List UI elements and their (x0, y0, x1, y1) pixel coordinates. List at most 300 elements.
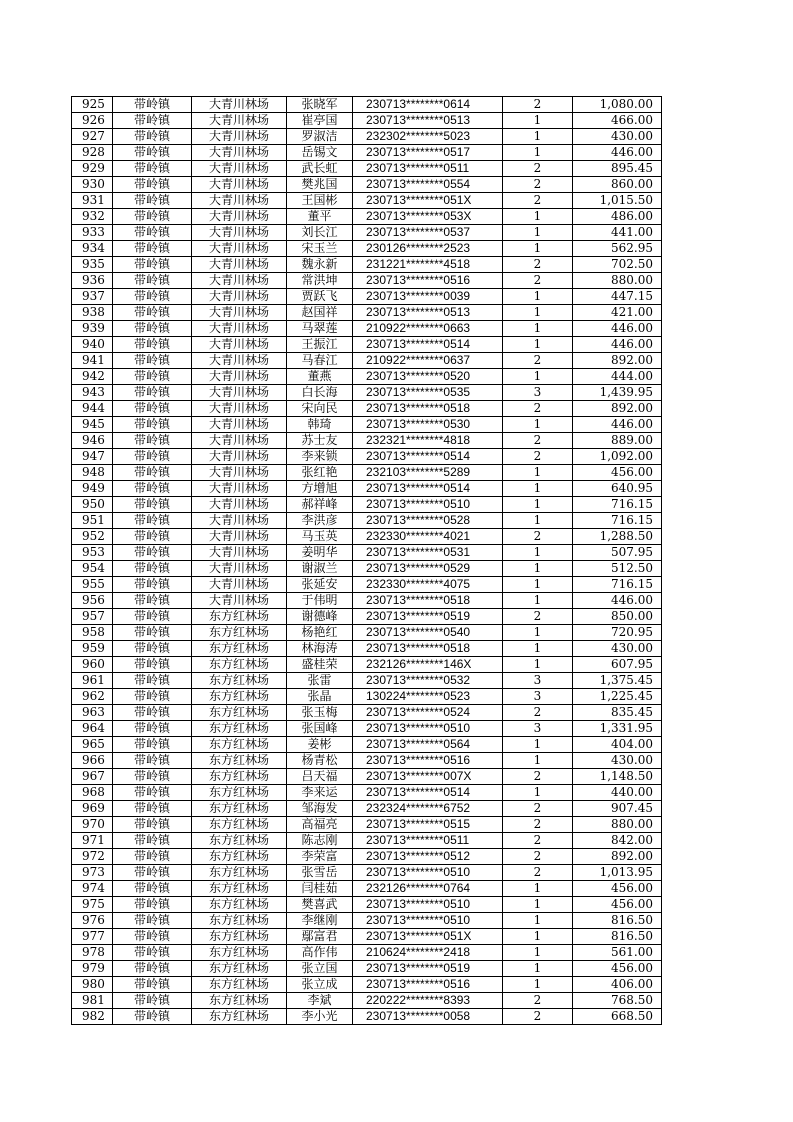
town-cell: 带岭镇 (113, 577, 192, 593)
table-row (72, 241, 662, 257)
person-name-cell: 高作伟 (287, 945, 353, 961)
forest-farm-cell: 大青川林场 (192, 273, 287, 289)
table-row (72, 625, 662, 641)
town-cell: 带岭镇 (113, 753, 192, 769)
person-name-cell: 李斌 (287, 993, 353, 1009)
forest-farm-cell: 东方红林场 (192, 721, 287, 737)
row-number-cell: 971 (72, 833, 113, 849)
count-cell: 1 (503, 225, 573, 241)
count-cell: 2 (503, 833, 573, 849)
person-name-cell: 谢淑兰 (287, 561, 353, 577)
table-row (72, 305, 662, 321)
table-row (72, 545, 662, 561)
person-name-cell: 韩琦 (287, 417, 353, 433)
forest-farm-cell: 大青川林场 (192, 321, 287, 337)
town-cell: 带岭镇 (113, 561, 192, 577)
town-cell: 带岭镇 (113, 625, 192, 641)
forest-farm-cell: 大青川林场 (192, 529, 287, 545)
count-cell: 1 (503, 913, 573, 929)
town-cell: 带岭镇 (113, 321, 192, 337)
table-row (72, 881, 662, 897)
person-name-cell: 姜彬 (287, 737, 353, 753)
table-row (72, 129, 662, 145)
person-name-cell: 张晓军 (287, 97, 353, 113)
person-name-cell: 高福亮 (287, 817, 353, 833)
town-cell: 带岭镇 (113, 897, 192, 913)
table-row (72, 337, 662, 353)
count-cell: 1 (503, 785, 573, 801)
town-cell: 带岭镇 (113, 721, 192, 737)
table-row (72, 193, 662, 209)
town-cell: 带岭镇 (113, 929, 192, 945)
person-name-cell: 盛桂荣 (287, 657, 353, 673)
town-cell: 带岭镇 (113, 657, 192, 673)
table-row (72, 513, 662, 529)
town-cell: 带岭镇 (113, 433, 192, 449)
forest-farm-cell: 大青川林场 (192, 545, 287, 561)
amount-cell: 1,092.00 (573, 449, 662, 465)
count-cell: 2 (503, 1009, 573, 1025)
person-name-cell: 陈志刚 (287, 833, 353, 849)
table-row (72, 161, 662, 177)
table-row (72, 769, 662, 785)
id-number-cell: 230713********007X (353, 769, 503, 785)
town-cell: 带岭镇 (113, 177, 192, 193)
id-number-cell: 230126********2523 (353, 241, 503, 257)
row-number-cell: 933 (72, 225, 113, 241)
id-number-cell: 230713********0530 (353, 417, 503, 433)
forest-farm-cell: 大青川林场 (192, 497, 287, 513)
town-cell: 带岭镇 (113, 865, 192, 881)
person-name-cell: 张玉梅 (287, 705, 353, 721)
count-cell: 2 (503, 353, 573, 369)
id-number-cell: 230713********0516 (353, 977, 503, 993)
amount-cell: 466.00 (573, 113, 662, 129)
table-row (72, 833, 662, 849)
forest-farm-cell: 大青川林场 (192, 129, 287, 145)
amount-cell: 1,080.00 (573, 97, 662, 113)
forest-farm-cell: 大青川林场 (192, 593, 287, 609)
forest-farm-cell: 东方红林场 (192, 817, 287, 833)
person-name-cell: 董平 (287, 209, 353, 225)
forest-farm-cell: 大青川林场 (192, 97, 287, 113)
table-row (72, 369, 662, 385)
row-number-cell: 945 (72, 417, 113, 433)
amount-cell: 447.15 (573, 289, 662, 305)
person-name-cell: 王振江 (287, 337, 353, 353)
person-name-cell: 马玉英 (287, 529, 353, 545)
count-cell: 2 (503, 97, 573, 113)
town-cell: 带岭镇 (113, 161, 192, 177)
id-number-cell: 230713********0516 (353, 273, 503, 289)
count-cell: 1 (503, 881, 573, 897)
row-number-cell: 974 (72, 881, 113, 897)
id-number-cell: 230713********0058 (353, 1009, 503, 1025)
town-cell: 带岭镇 (113, 545, 192, 561)
amount-cell: 430.00 (573, 129, 662, 145)
count-cell: 1 (503, 945, 573, 961)
id-number-cell: 230713********0514 (353, 785, 503, 801)
row-number-cell: 982 (72, 1009, 113, 1025)
person-name-cell: 郝祥峰 (287, 497, 353, 513)
count-cell: 1 (503, 481, 573, 497)
table-row (72, 801, 662, 817)
row-number-cell: 951 (72, 513, 113, 529)
count-cell: 2 (503, 705, 573, 721)
town-cell: 带岭镇 (113, 257, 192, 273)
row-number-cell: 959 (72, 641, 113, 657)
amount-cell: 702.50 (573, 257, 662, 273)
count-cell: 1 (503, 753, 573, 769)
id-number-cell: 230713********0535 (353, 385, 503, 401)
id-number-cell: 210922********0663 (353, 321, 503, 337)
person-name-cell: 张红艳 (287, 465, 353, 481)
person-name-cell: 王国彬 (287, 193, 353, 209)
id-number-cell: 230713********0518 (353, 401, 503, 417)
id-number-cell: 230713********0518 (353, 641, 503, 657)
row-number-cell: 928 (72, 145, 113, 161)
id-number-cell: 230713********0512 (353, 849, 503, 865)
row-number-cell: 953 (72, 545, 113, 561)
row-number-cell: 966 (72, 753, 113, 769)
row-number-cell: 963 (72, 705, 113, 721)
person-name-cell: 杨艳红 (287, 625, 353, 641)
amount-cell: 668.50 (573, 1009, 662, 1025)
amount-cell: 889.00 (573, 433, 662, 449)
count-cell: 2 (503, 177, 573, 193)
forest-farm-cell: 大青川林场 (192, 433, 287, 449)
amount-cell: 446.00 (573, 145, 662, 161)
forest-farm-cell: 东方红林场 (192, 913, 287, 929)
count-cell: 2 (503, 401, 573, 417)
id-number-cell: 230713********0511 (353, 833, 503, 849)
count-cell: 3 (503, 689, 573, 705)
id-number-cell: 232321********4818 (353, 433, 503, 449)
table-row (72, 817, 662, 833)
row-number-cell: 964 (72, 721, 113, 737)
count-cell: 1 (503, 577, 573, 593)
row-number-cell: 927 (72, 129, 113, 145)
amount-cell: 907.45 (573, 801, 662, 817)
person-name-cell: 董燕 (287, 369, 353, 385)
row-number-cell: 934 (72, 241, 113, 257)
table-row (72, 945, 662, 961)
count-cell: 1 (503, 305, 573, 321)
amount-cell: 640.95 (573, 481, 662, 497)
row-number-cell: 932 (72, 209, 113, 225)
town-cell: 带岭镇 (113, 129, 192, 145)
forest-farm-cell: 东方红林场 (192, 865, 287, 881)
forest-farm-cell: 东方红林场 (192, 961, 287, 977)
person-name-cell: 岳锡文 (287, 145, 353, 161)
town-cell: 带岭镇 (113, 209, 192, 225)
person-name-cell: 李来锁 (287, 449, 353, 465)
row-number-cell: 955 (72, 577, 113, 593)
count-cell: 1 (503, 465, 573, 481)
town-cell: 带岭镇 (113, 225, 192, 241)
forest-farm-cell: 东方红林场 (192, 929, 287, 945)
table-row (72, 257, 662, 273)
id-number-cell: 230713********0514 (353, 337, 503, 353)
table-row (72, 529, 662, 545)
amount-cell: 406.00 (573, 977, 662, 993)
forest-farm-cell: 东方红林场 (192, 673, 287, 689)
amount-cell: 1,015.50 (573, 193, 662, 209)
person-name-cell: 张雪岳 (287, 865, 353, 881)
forest-farm-cell: 大青川林场 (192, 289, 287, 305)
town-cell: 带岭镇 (113, 97, 192, 113)
amount-cell: 816.50 (573, 929, 662, 945)
town-cell: 带岭镇 (113, 337, 192, 353)
table-row (72, 849, 662, 865)
town-cell: 带岭镇 (113, 881, 192, 897)
amount-cell: 850.00 (573, 609, 662, 625)
town-cell: 带岭镇 (113, 913, 192, 929)
row-number-cell: 938 (72, 305, 113, 321)
forest-farm-cell: 东方红林场 (192, 785, 287, 801)
forest-farm-cell: 东方红林场 (192, 801, 287, 817)
table-row (72, 113, 662, 129)
row-number-cell: 956 (72, 593, 113, 609)
forest-farm-cell: 大青川林场 (192, 161, 287, 177)
forest-farm-cell: 东方红林场 (192, 705, 287, 721)
id-number-cell: 230713********0513 (353, 113, 503, 129)
person-name-cell: 宋玉兰 (287, 241, 353, 257)
amount-cell: 816.50 (573, 913, 662, 929)
amount-cell: 446.00 (573, 417, 662, 433)
count-cell: 2 (503, 849, 573, 865)
forest-farm-cell: 大青川林场 (192, 241, 287, 257)
row-number-cell: 931 (72, 193, 113, 209)
amount-cell: 512.50 (573, 561, 662, 577)
id-number-cell: 230713********0537 (353, 225, 503, 241)
person-name-cell: 闫桂茹 (287, 881, 353, 897)
id-number-cell: 231221********4518 (353, 257, 503, 273)
amount-cell: 1,375.45 (573, 673, 662, 689)
count-cell: 2 (503, 801, 573, 817)
forest-farm-cell: 大青川林场 (192, 145, 287, 161)
person-name-cell: 刘长江 (287, 225, 353, 241)
amount-cell: 1,331.95 (573, 721, 662, 737)
amount-cell: 716.15 (573, 513, 662, 529)
table-row (72, 961, 662, 977)
row-number-cell: 925 (72, 97, 113, 113)
row-number-cell: 969 (72, 801, 113, 817)
amount-cell: 430.00 (573, 641, 662, 657)
id-number-cell: 130224********0523 (353, 689, 503, 705)
person-name-cell: 邹海发 (287, 801, 353, 817)
person-name-cell: 樊兆国 (287, 177, 353, 193)
id-number-cell: 230713********0518 (353, 593, 503, 609)
forest-farm-cell: 大青川林场 (192, 225, 287, 241)
table-row (72, 785, 662, 801)
row-number-cell: 935 (72, 257, 113, 273)
row-number-cell: 937 (72, 289, 113, 305)
amount-cell: 892.00 (573, 353, 662, 369)
id-number-cell: 232330********4021 (353, 529, 503, 545)
count-cell: 1 (503, 513, 573, 529)
table-row (72, 993, 662, 1009)
forest-farm-cell: 东方红林场 (192, 881, 287, 897)
amount-cell: 562.95 (573, 241, 662, 257)
row-number-cell: 977 (72, 929, 113, 945)
town-cell: 带岭镇 (113, 305, 192, 321)
count-cell: 1 (503, 369, 573, 385)
amount-cell: 446.00 (573, 337, 662, 353)
row-number-cell: 965 (72, 737, 113, 753)
person-name-cell: 李来运 (287, 785, 353, 801)
person-name-cell: 白长海 (287, 385, 353, 401)
amount-cell: 880.00 (573, 817, 662, 833)
person-name-cell: 谢德峰 (287, 609, 353, 625)
table-row (72, 481, 662, 497)
id-number-cell: 210624********2418 (353, 945, 503, 961)
forest-farm-cell: 大青川林场 (192, 385, 287, 401)
count-cell: 1 (503, 321, 573, 337)
town-cell: 带岭镇 (113, 1009, 192, 1025)
forest-farm-cell: 大青川林场 (192, 481, 287, 497)
table-row (72, 497, 662, 513)
row-number-cell: 929 (72, 161, 113, 177)
table-row (72, 753, 662, 769)
row-number-cell: 944 (72, 401, 113, 417)
table-row (72, 465, 662, 481)
forest-farm-cell: 东方红林场 (192, 737, 287, 753)
id-number-cell: 220222********8393 (353, 993, 503, 1009)
forest-farm-cell: 大青川林场 (192, 513, 287, 529)
town-cell: 带岭镇 (113, 609, 192, 625)
id-number-cell: 230713********0511 (353, 161, 503, 177)
count-cell: 1 (503, 561, 573, 577)
town-cell: 带岭镇 (113, 369, 192, 385)
forest-farm-cell: 大青川林场 (192, 113, 287, 129)
id-number-cell: 230713********051X (353, 193, 503, 209)
row-number-cell: 981 (72, 993, 113, 1009)
person-name-cell: 李洪彦 (287, 513, 353, 529)
count-cell: 1 (503, 641, 573, 657)
town-cell: 带岭镇 (113, 673, 192, 689)
person-name-cell: 罗淑洁 (287, 129, 353, 145)
amount-cell: 456.00 (573, 897, 662, 913)
forest-farm-cell: 东方红林场 (192, 769, 287, 785)
town-cell: 带岭镇 (113, 465, 192, 481)
table-body (72, 97, 662, 1025)
town-cell: 带岭镇 (113, 449, 192, 465)
table-row (72, 721, 662, 737)
id-number-cell: 232126********146X (353, 657, 503, 673)
table-row (72, 913, 662, 929)
person-name-cell: 樊喜武 (287, 897, 353, 913)
id-number-cell: 230713********053X (353, 209, 503, 225)
town-cell: 带岭镇 (113, 593, 192, 609)
row-number-cell: 962 (72, 689, 113, 705)
amount-cell: 446.00 (573, 593, 662, 609)
town-cell: 带岭镇 (113, 385, 192, 401)
table-row (72, 385, 662, 401)
person-name-cell: 赵国祥 (287, 305, 353, 321)
table-row (72, 97, 662, 113)
town-cell: 带岭镇 (113, 529, 192, 545)
forest-farm-cell: 大青川林场 (192, 465, 287, 481)
count-cell: 2 (503, 609, 573, 625)
count-cell: 1 (503, 145, 573, 161)
table-row (72, 657, 662, 673)
town-cell: 带岭镇 (113, 481, 192, 497)
row-number-cell: 947 (72, 449, 113, 465)
person-name-cell: 于伟明 (287, 593, 353, 609)
id-number-cell: 232324********6752 (353, 801, 503, 817)
amount-cell: 895.45 (573, 161, 662, 177)
amount-cell: 456.00 (573, 881, 662, 897)
forest-farm-cell: 大青川林场 (192, 577, 287, 593)
forest-farm-cell: 大青川林场 (192, 561, 287, 577)
count-cell: 2 (503, 865, 573, 881)
row-number-cell: 979 (72, 961, 113, 977)
town-cell: 带岭镇 (113, 785, 192, 801)
count-cell: 3 (503, 721, 573, 737)
id-number-cell: 230713********0510 (353, 721, 503, 737)
id-number-cell: 230713********051X (353, 929, 503, 945)
row-number-cell: 954 (72, 561, 113, 577)
count-cell: 3 (503, 673, 573, 689)
row-number-cell: 943 (72, 385, 113, 401)
town-cell: 带岭镇 (113, 145, 192, 161)
forest-farm-cell: 大青川林场 (192, 209, 287, 225)
amount-cell: 768.50 (573, 993, 662, 1009)
count-cell: 2 (503, 433, 573, 449)
person-name-cell: 张立国 (287, 961, 353, 977)
forest-farm-cell: 东方红林场 (192, 849, 287, 865)
town-cell: 带岭镇 (113, 689, 192, 705)
person-name-cell: 方增旭 (287, 481, 353, 497)
table-row (72, 897, 662, 913)
id-number-cell: 230713********0510 (353, 865, 503, 881)
town-cell: 带岭镇 (113, 849, 192, 865)
id-number-cell: 230713********0520 (353, 369, 503, 385)
person-name-cell: 张雷 (287, 673, 353, 689)
count-cell: 1 (503, 929, 573, 945)
town-cell: 带岭镇 (113, 497, 192, 513)
row-number-cell: 975 (72, 897, 113, 913)
row-number-cell: 980 (72, 977, 113, 993)
table-row (72, 401, 662, 417)
amount-cell: 444.00 (573, 369, 662, 385)
count-cell: 1 (503, 113, 573, 129)
table-row (72, 593, 662, 609)
town-cell: 带岭镇 (113, 801, 192, 817)
row-number-cell: 952 (72, 529, 113, 545)
town-cell: 带岭镇 (113, 353, 192, 369)
row-number-cell: 949 (72, 481, 113, 497)
forest-farm-cell: 东方红林场 (192, 1009, 287, 1025)
amount-cell: 1,013.95 (573, 865, 662, 881)
forest-farm-cell: 东方红林场 (192, 689, 287, 705)
amount-cell: 716.15 (573, 577, 662, 593)
forest-farm-cell: 大青川林场 (192, 369, 287, 385)
town-cell: 带岭镇 (113, 417, 192, 433)
row-number-cell: 958 (72, 625, 113, 641)
id-number-cell: 230713********0532 (353, 673, 503, 689)
town-cell: 带岭镇 (113, 641, 192, 657)
id-number-cell: 230713********0039 (353, 289, 503, 305)
person-name-cell: 常洪坤 (287, 273, 353, 289)
amount-cell: 607.95 (573, 657, 662, 673)
row-number-cell: 967 (72, 769, 113, 785)
forest-farm-cell: 东方红林场 (192, 753, 287, 769)
table-row (72, 225, 662, 241)
forest-farm-cell: 东方红林场 (192, 609, 287, 625)
table-row (72, 321, 662, 337)
